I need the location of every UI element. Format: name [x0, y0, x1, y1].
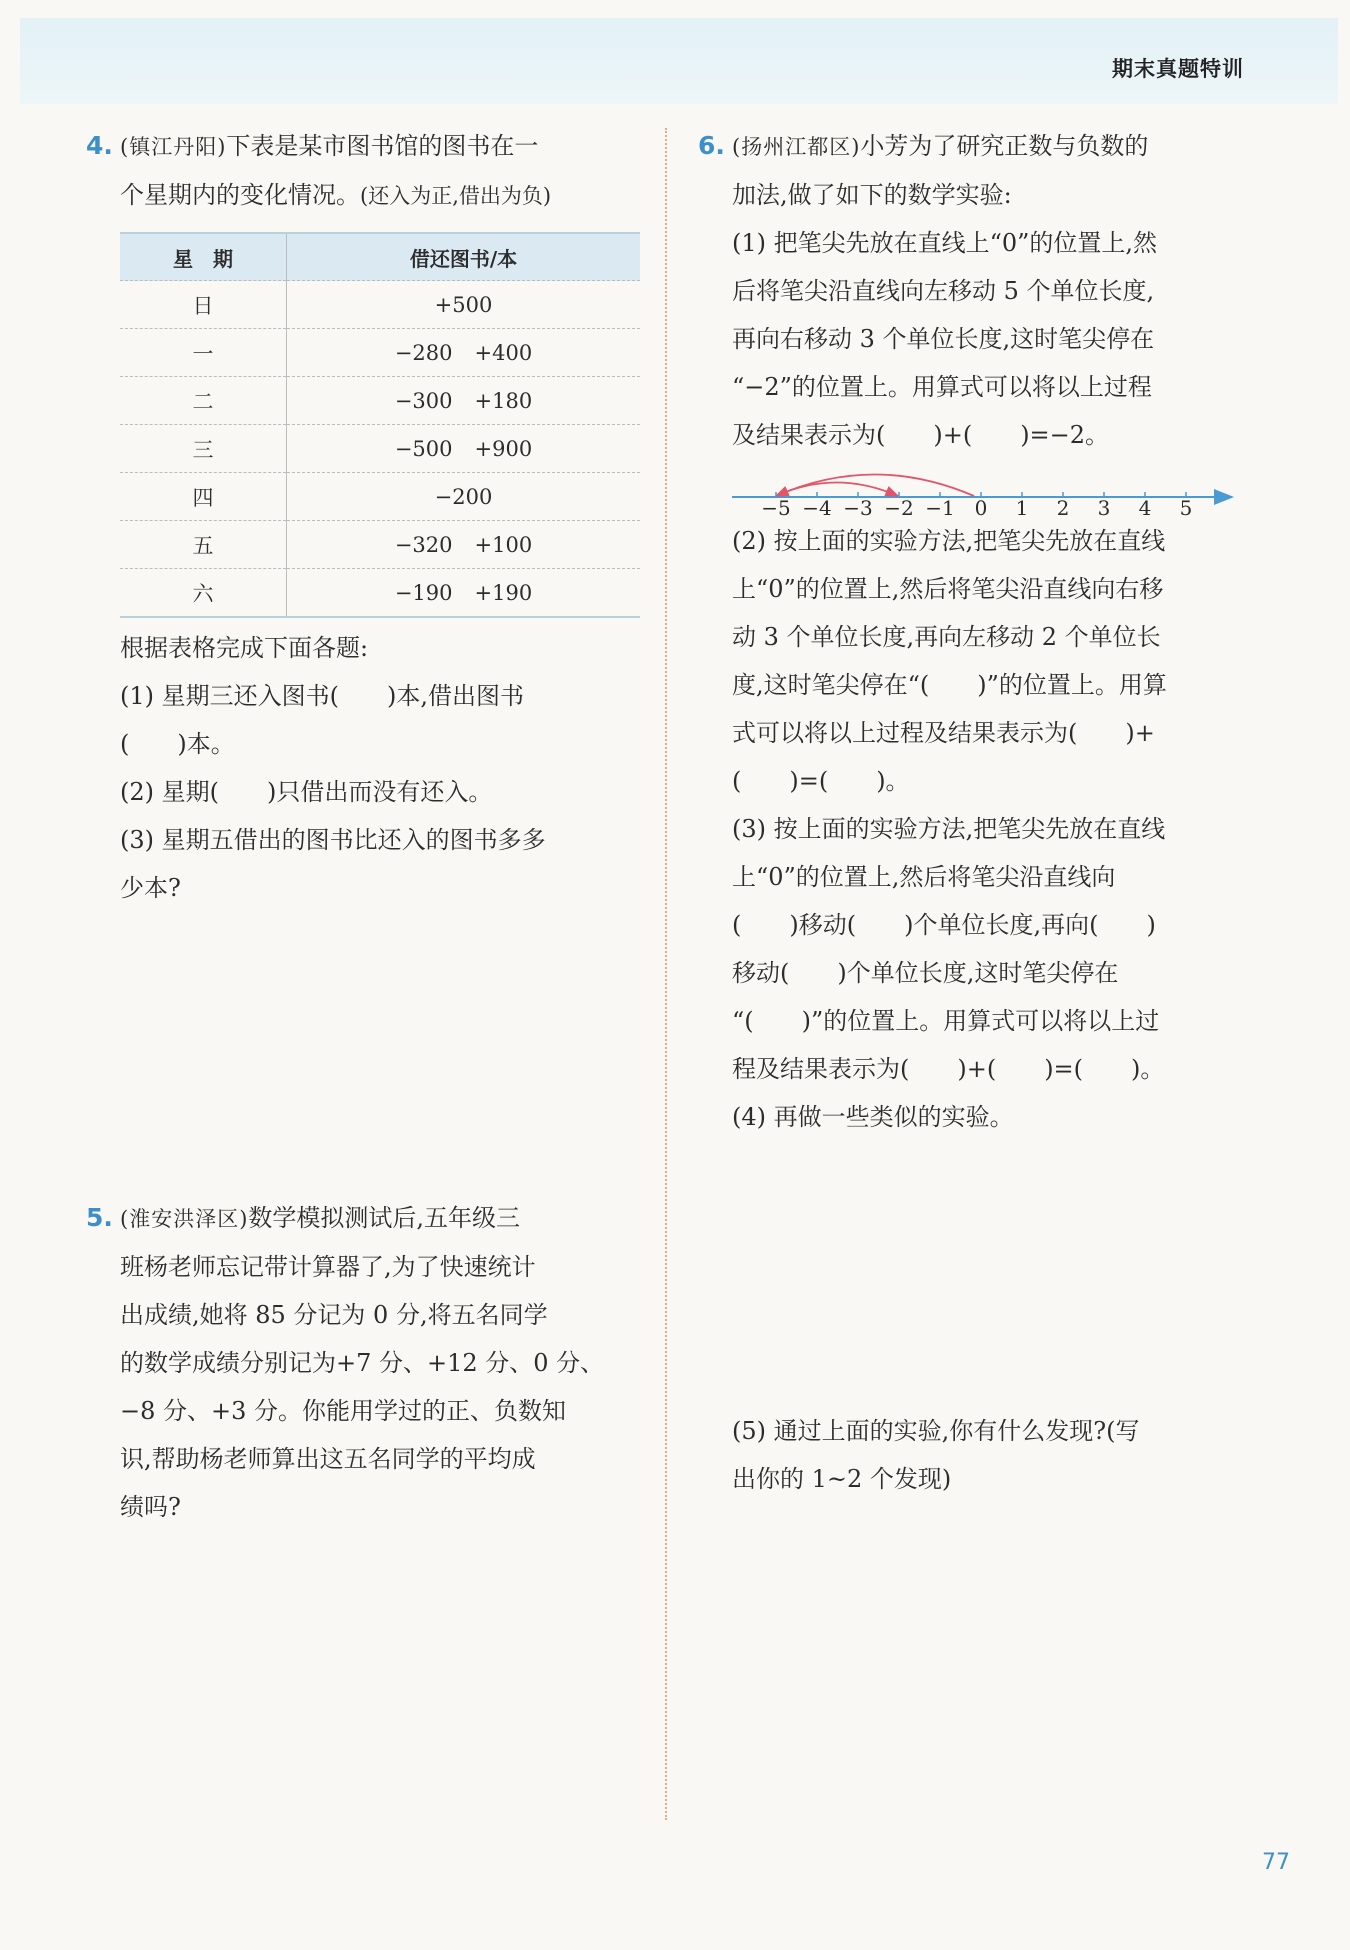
question-5: [86, 1194, 638, 1531]
value: +900: [474, 436, 533, 461]
q6-p2-line: 度,这时笔尖停在“( )”的位置上。用算: [732, 671, 1167, 699]
q6-p1-line: (1) 把笔尖先放在直线上“0”的位置上,然: [732, 229, 1158, 257]
q6-source: (扬州江都区): [732, 135, 861, 159]
number-line: [732, 459, 1238, 517]
day-cell: 二: [120, 377, 287, 425]
value-cell: [287, 473, 641, 521]
q5-source: (淮安洪泽区): [120, 1207, 249, 1231]
value-cell: [287, 425, 641, 473]
q6-p5-line: 出你的 1~2 个发现): [732, 1465, 952, 1493]
number-line-label: −4: [802, 496, 832, 517]
day-cell: 六: [120, 569, 287, 618]
value: +400: [474, 340, 533, 365]
q5-line3: 出成绩,她将 85 分记为 0 分,将五名同学: [120, 1301, 548, 1329]
q6-p3-line: (3) 按上面的实验方法,把笔尖先放在直线: [732, 815, 1166, 843]
q6-line2: 加法,做了如下的数学实验:: [732, 181, 1012, 209]
header-day: 星 期: [120, 233, 287, 281]
value: −190: [394, 580, 453, 605]
q4-stem-note: (还入为正,借出为负): [360, 184, 552, 208]
question-6-part5: [698, 1407, 1250, 1503]
q4-sub1-line2: ( )本。: [120, 730, 235, 758]
q6-p3-line: 程及结果表示为( )+( )=( )。: [732, 1055, 1165, 1083]
q5-line2: 班杨老师忘记带计算器了,为了快速统计: [120, 1253, 536, 1281]
value: −280: [394, 340, 453, 365]
number-line-label: −5: [761, 496, 791, 517]
table-row: [120, 569, 640, 618]
q5-line7: 绩吗?: [120, 1493, 181, 1521]
number-line-label: 4: [1138, 496, 1152, 517]
number-line-label: −3: [843, 496, 873, 517]
q4-sub3-line2: 少本?: [120, 874, 181, 902]
number-line-label: −1: [925, 496, 955, 517]
q4-stem-text: 下表是某市图书馆的图书在一: [226, 132, 539, 160]
q6-p1-line: 再向右移动 3 个单位长度,这时笔尖停在: [732, 325, 1155, 353]
q4-stem-line1: [86, 122, 638, 171]
q6-p2-line: ( )=( )。: [732, 767, 910, 795]
value-cell: [287, 377, 641, 425]
table-header-row: [120, 233, 640, 281]
q6-p1-line: 后将笔尖沿直线向左移动 5 个单位长度,: [732, 277, 1155, 305]
q6-number: 6.: [698, 131, 725, 160]
q4-stem-text-2: 个星期内的变化情况。: [120, 181, 360, 209]
move-right-arc: [776, 483, 898, 497]
value-cell: [287, 281, 641, 329]
q5-line6: 识,帮助杨老师算出这五名同学的平均成: [120, 1445, 536, 1473]
q6-p3-line: 上“0”的位置上,然后将笔尖沿直线向: [732, 863, 1116, 891]
q5-number: 5.: [86, 1203, 113, 1232]
page-header-title: 期末真题特训: [1112, 57, 1244, 81]
q6-line1: [698, 122, 1250, 171]
table-row: [120, 377, 640, 425]
q6-p1-line: 及结果表示为( )+( )=−2。: [732, 421, 1110, 449]
column-divider: [665, 128, 667, 1820]
value: −320: [394, 532, 453, 557]
table-row: [120, 521, 640, 569]
q4-source: (镇江丹阳): [120, 135, 227, 159]
number-line-label: 2: [1056, 496, 1070, 517]
value: +190: [474, 580, 533, 605]
page-number: 77: [1262, 1850, 1290, 1875]
number-line-label: 1: [1015, 496, 1029, 517]
library-table: [120, 232, 640, 618]
q6-p2-line: 动 3 个单位长度,再向左移动 2 个单位长: [732, 623, 1161, 651]
q6-p2-line: (2) 按上面的实验方法,把笔尖先放在直线: [732, 527, 1166, 555]
day-cell: 五: [120, 521, 287, 569]
question-6: [698, 122, 1250, 1141]
q5-line5: −8 分、+3 分。你能用学过的正、负数知: [120, 1397, 567, 1425]
q6-p1-line: “−2”的位置上。用算式可以将以上过程: [732, 373, 1152, 401]
day-cell: 一: [120, 329, 287, 377]
day-cell: 三: [120, 425, 287, 473]
header-books: 借还图书/本: [287, 233, 641, 281]
number-line-label: 0: [974, 496, 988, 517]
number-line-label: 3: [1097, 496, 1111, 517]
q4-intro: 根据表格完成下面各题:: [120, 634, 369, 662]
q6-p2-line: 式可以将以上过程及结果表示为( )+: [732, 719, 1155, 747]
q5-line1: [86, 1194, 638, 1243]
value-cell: [287, 569, 641, 618]
table-row: [120, 425, 640, 473]
q6-text: 小芳为了研究正数与负数的: [860, 132, 1149, 160]
q4-sub1-line1: (1) 星期三还入图书( )本,借出图书: [120, 682, 524, 710]
number-line-label: 5: [1179, 496, 1193, 517]
q4-number: 4.: [86, 131, 113, 160]
q4-sub2: (2) 星期( )只借出而没有还入。: [120, 778, 493, 806]
q6-p3-line: ( )移动( )个单位长度,再向( ): [732, 911, 1156, 939]
value: −300: [394, 388, 453, 413]
number-line-label: −2: [884, 496, 914, 517]
q4-stem-line2: [86, 171, 638, 220]
day-cell: 四: [120, 473, 287, 521]
q6-p4: (4) 再做一些类似的实验。: [732, 1103, 1014, 1131]
table-row: [120, 473, 640, 521]
q6-p3-line: “( )”的位置上。用算式可以将以上过: [732, 1007, 1160, 1035]
q5-line4: 的数学成绩分别记为+7 分、+12 分、0 分、: [120, 1349, 605, 1377]
q4-sub3-line1: (3) 星期五借出的图书比还入的图书多多: [120, 826, 546, 854]
value: +500: [434, 292, 493, 317]
q6-p5-line: (5) 通过上面的实验,你有什么发现?(写: [732, 1417, 1140, 1445]
value: −500: [394, 436, 453, 461]
q6-p2-line: 上“0”的位置上,然后将笔尖沿直线向右移: [732, 575, 1164, 603]
table-row: [120, 281, 640, 329]
value-cell: [287, 521, 641, 569]
value: +180: [474, 388, 533, 413]
q6-p3-line: 移动( )个单位长度,这时笔尖停在: [732, 959, 1119, 987]
question-4: [86, 122, 638, 912]
value: −200: [434, 484, 493, 509]
q5-text: 数学模拟测试后,五年级三: [248, 1204, 521, 1232]
day-cell: 日: [120, 281, 287, 329]
table-row: [120, 329, 640, 377]
value-cell: [287, 329, 641, 377]
value: +100: [474, 532, 533, 557]
